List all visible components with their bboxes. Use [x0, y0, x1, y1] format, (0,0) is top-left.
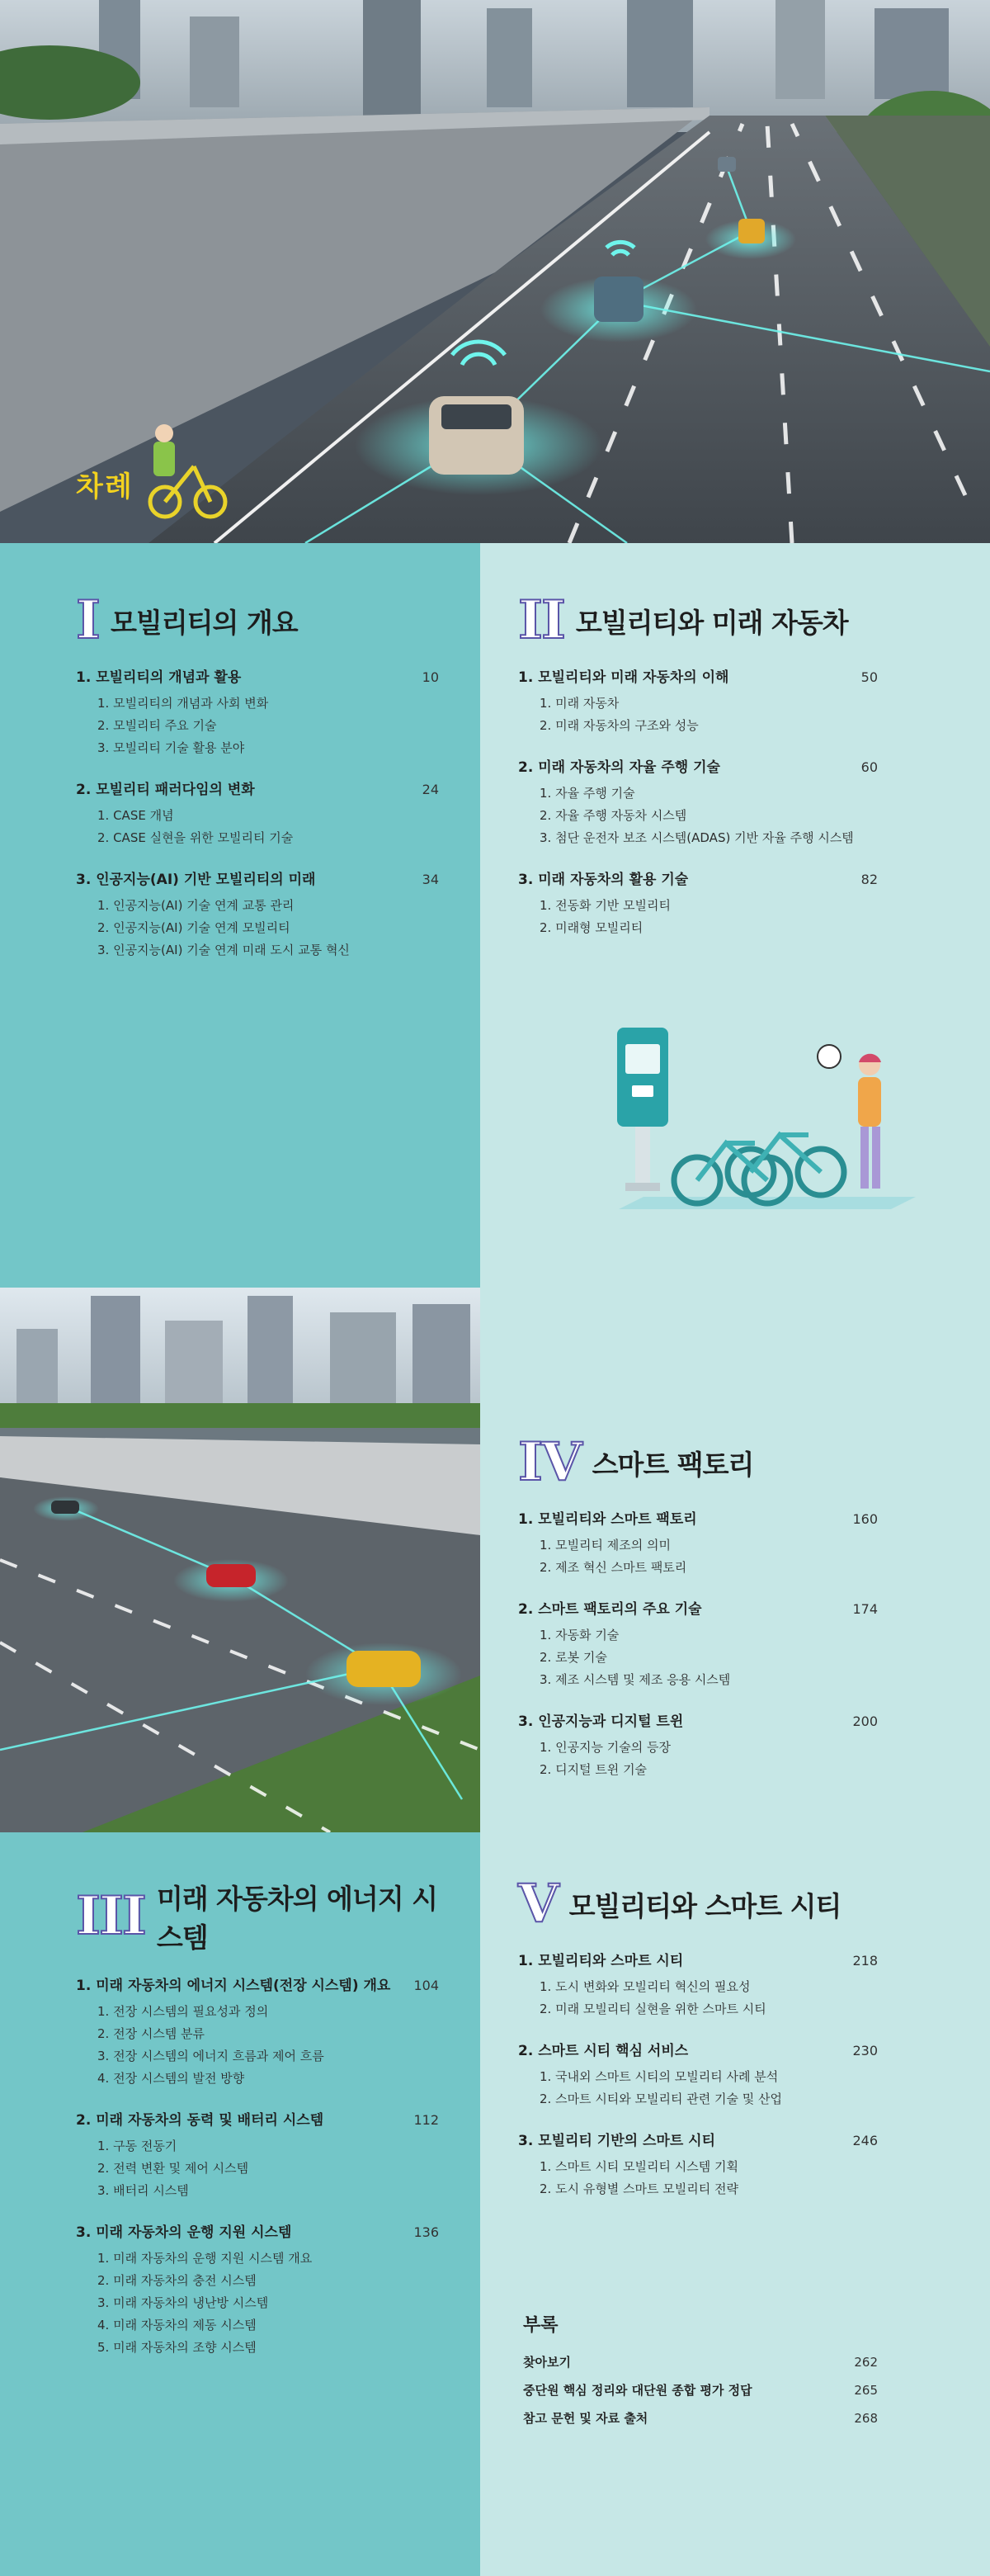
subsection: 1. 국내외 스마트 시티의 모빌리티 사례 분석 — [540, 2069, 779, 2084]
section-4 — [518, 1431, 878, 1799]
appendix-item[interactable] — [523, 2348, 878, 2376]
subsection: 1. 전동화 기반 모빌리티 — [540, 898, 672, 913]
subsection: 1. 구동 전동기 — [97, 2139, 177, 2153]
chapter-title: 3. 미래 자동차의 활용 기술 — [518, 872, 689, 888]
chapter-title: 2. 스마트 시티 핵심 서비스 — [518, 2043, 689, 2059]
section-1 — [76, 589, 439, 980]
subsection: 2. 디지털 트윈 기술 — [540, 1762, 648, 1777]
chapter[interactable] — [518, 1597, 878, 1691]
subsection: 5. 미래 자동차의 조향 시스템 — [97, 2340, 257, 2355]
subsection: 2. 전력 변환 및 제어 시스템 — [97, 2161, 249, 2176]
chapter-title: 1. 모빌리티의 개념과 활용 — [76, 669, 242, 686]
chapter-title: 1. 미래 자동차의 에너지 시스템(전장 시스템) 개요 — [76, 1978, 391, 1994]
chapter[interactable] — [76, 867, 439, 962]
subsection: 2. 도시 유형별 스마트 모빌리티 전략 — [540, 2181, 739, 2196]
subsection: 3. 인공지능(AI) 기술 연계 미래 도시 교통 혁신 — [97, 943, 350, 957]
page-number: 24 — [422, 782, 439, 797]
subsection: 1. CASE 개념 — [97, 808, 174, 823]
section-title: 스마트 팩토리 — [592, 1448, 754, 1481]
subsection: 4. 미래 자동차의 제동 시스템 — [97, 2318, 257, 2333]
page-number: 136 — [413, 2224, 439, 2240]
subsection: 3. 모빌리티 기술 활용 분야 — [97, 740, 245, 755]
chapter-title: 3. 모빌리티 기반의 스마트 시티 — [518, 2133, 716, 2149]
page-number: 34 — [422, 872, 439, 887]
subsection: 1. 모빌리티의 개념과 사회 변화 — [97, 696, 269, 711]
chapter[interactable] — [518, 2039, 878, 2110]
subsection: 1. 스마트 시티 모빌리티 시스템 기획 — [540, 2159, 739, 2174]
chapter-title: 3. 미래 자동차의 운행 지원 시스템 — [76, 2224, 292, 2241]
contents-label: 차례 — [76, 470, 134, 503]
subsection: 1. 미래 자동차의 운행 지원 시스템 개요 — [97, 2251, 313, 2266]
chapter[interactable] — [76, 2108, 439, 2202]
page-number: 200 — [852, 1713, 878, 1729]
section-title: 미래 자동차의 에너지 시스템 — [156, 1883, 438, 1954]
subsection: 2. 전장 시스템 분류 — [97, 2026, 205, 2041]
subsection: 3. 미래 자동차의 냉난방 시스템 — [97, 2295, 269, 2310]
chapter[interactable] — [518, 1709, 878, 1781]
appendix-label: 참고 문헌 및 자료 출처 — [523, 2411, 648, 2426]
appendix-item[interactable] — [523, 2404, 878, 2432]
section-numeral: I — [76, 589, 99, 651]
section-numeral: III — [76, 1885, 145, 1947]
page-number: 268 — [854, 2411, 878, 2426]
chapter[interactable] — [518, 1507, 878, 1579]
chapter[interactable] — [518, 867, 878, 939]
section-title: 모빌리티의 개요 — [110, 606, 298, 639]
subsection: 2. 스마트 시티와 모빌리티 관련 기술 및 산업 — [540, 2092, 783, 2106]
page-number: 160 — [852, 1511, 878, 1527]
subsection: 2. 미래형 모빌리티 — [540, 920, 644, 935]
appendix-label: 중단원 핵심 정리와 대단원 종합 평가 정답 — [523, 2383, 752, 2398]
section-2 — [518, 589, 878, 957]
subsection: 2. 미래 자동차의 구조와 성능 — [540, 718, 699, 733]
page-number: 174 — [852, 1601, 878, 1617]
page-number: 50 — [860, 669, 878, 685]
chapter[interactable] — [518, 665, 878, 737]
appendix-item[interactable] — [523, 2376, 878, 2404]
subsection: 2. CASE 실현을 위한 모빌리티 기술 — [97, 830, 294, 845]
subsection: 3. 전장 시스템의 에너지 흐름과 제어 흐름 — [97, 2049, 324, 2063]
subsection: 1. 도시 변화와 모빌리티 혁신의 필요성 — [540, 1979, 751, 1994]
subsection: 1. 자동화 기술 — [540, 1628, 620, 1642]
section-title: 모빌리티와 스마트 시티 — [568, 1889, 842, 1922]
appendix-label: 찾아보기 — [523, 2355, 571, 2370]
subsection: 2. 자율 주행 자동차 시스템 — [540, 808, 687, 823]
subsection: 3. 배터리 시스템 — [97, 2183, 189, 2198]
chapter-title: 2. 스마트 팩토리의 주요 기술 — [518, 1601, 702, 1618]
subsection: 3. 제조 시스템 및 제조 응용 시스템 — [540, 1672, 731, 1687]
page-number: 10 — [422, 669, 439, 685]
chapter-title: 1. 모빌리티와 스마트 팩토리 — [518, 1511, 697, 1528]
section-3 — [76, 1878, 439, 2377]
chapter-title: 1. 모빌리티와 스마트 시티 — [518, 1953, 684, 1969]
appendix-title: 부록 — [523, 2315, 559, 2336]
subsection: 2. 미래 자동차의 충전 시스템 — [97, 2273, 257, 2288]
page-number: 104 — [413, 1978, 439, 1993]
chapter-title: 2. 미래 자동차의 동력 및 배터리 시스템 — [76, 2112, 324, 2129]
section-title: 모빌리티와 미래 자동차 — [575, 606, 848, 639]
appendix — [523, 2311, 878, 2432]
page-number: 262 — [854, 2355, 878, 2370]
page-number: 60 — [860, 759, 878, 775]
section-numeral: IV — [518, 1431, 581, 1493]
subsection: 1. 미래 자동차 — [540, 696, 620, 711]
subsection: 2. 제조 혁신 스마트 팩토리 — [540, 1560, 687, 1575]
chapter-title: 3. 인공지능(AI) 기반 모빌리티의 미래 — [76, 872, 316, 888]
subsection: 1. 전장 시스템의 필요성과 정의 — [97, 2004, 269, 2019]
page-number: 112 — [413, 2112, 439, 2128]
city-road-photo — [0, 1288, 480, 1832]
chapter[interactable] — [76, 1973, 439, 2090]
page-number: 265 — [854, 2383, 878, 2398]
subsection: 1. 자율 주행 기술 — [540, 786, 635, 801]
subsection: 2. 인공지능(AI) 기술 연계 모빌리티 — [97, 920, 290, 935]
bike-share-illustration — [610, 1028, 916, 1209]
chapter[interactable] — [76, 2220, 439, 2359]
chapter[interactable] — [518, 2129, 878, 2200]
chapter-title: 2. 모빌리티 패러다임의 변화 — [76, 782, 255, 798]
subsection: 2. 모빌리티 주요 기술 — [97, 718, 217, 733]
chapter-title: 1. 모빌리티와 미래 자동차의 이해 — [518, 669, 729, 686]
subsection: 2. 로봇 기술 — [540, 1650, 607, 1665]
chapter[interactable] — [76, 778, 439, 849]
chapter[interactable] — [518, 755, 878, 849]
page-number: 230 — [852, 2043, 878, 2058]
section-numeral: II — [518, 589, 564, 651]
subsection: 4. 전장 시스템의 발전 방향 — [97, 2071, 245, 2086]
chapter-title: 2. 미래 자동차의 자율 주행 기술 — [518, 759, 720, 776]
highway-photo — [0, 0, 990, 543]
chapter[interactable] — [76, 665, 439, 759]
chapter-title: 3. 인공지능과 디지털 트윈 — [518, 1713, 684, 1730]
subsection: 2. 미래 모빌리티 실현을 위한 스마트 시티 — [540, 2002, 766, 2016]
section-5 — [518, 1873, 878, 2219]
subsection: 3. 첨단 운전자 보조 시스템(ADAS) 기반 자율 주행 시스템 — [540, 830, 854, 845]
subsection: 1. 모빌리티 제조의 의미 — [540, 1538, 672, 1553]
section-numeral: V — [518, 1873, 558, 1935]
page-number: 218 — [852, 1953, 878, 1969]
chapter[interactable] — [518, 1949, 878, 2021]
subsection: 1. 인공지능(AI) 기술 연계 교통 관리 — [97, 898, 295, 913]
subsection: 1. 인공지능 기술의 등장 — [540, 1740, 672, 1755]
page-number: 82 — [860, 872, 878, 887]
page-number: 246 — [852, 2133, 878, 2148]
